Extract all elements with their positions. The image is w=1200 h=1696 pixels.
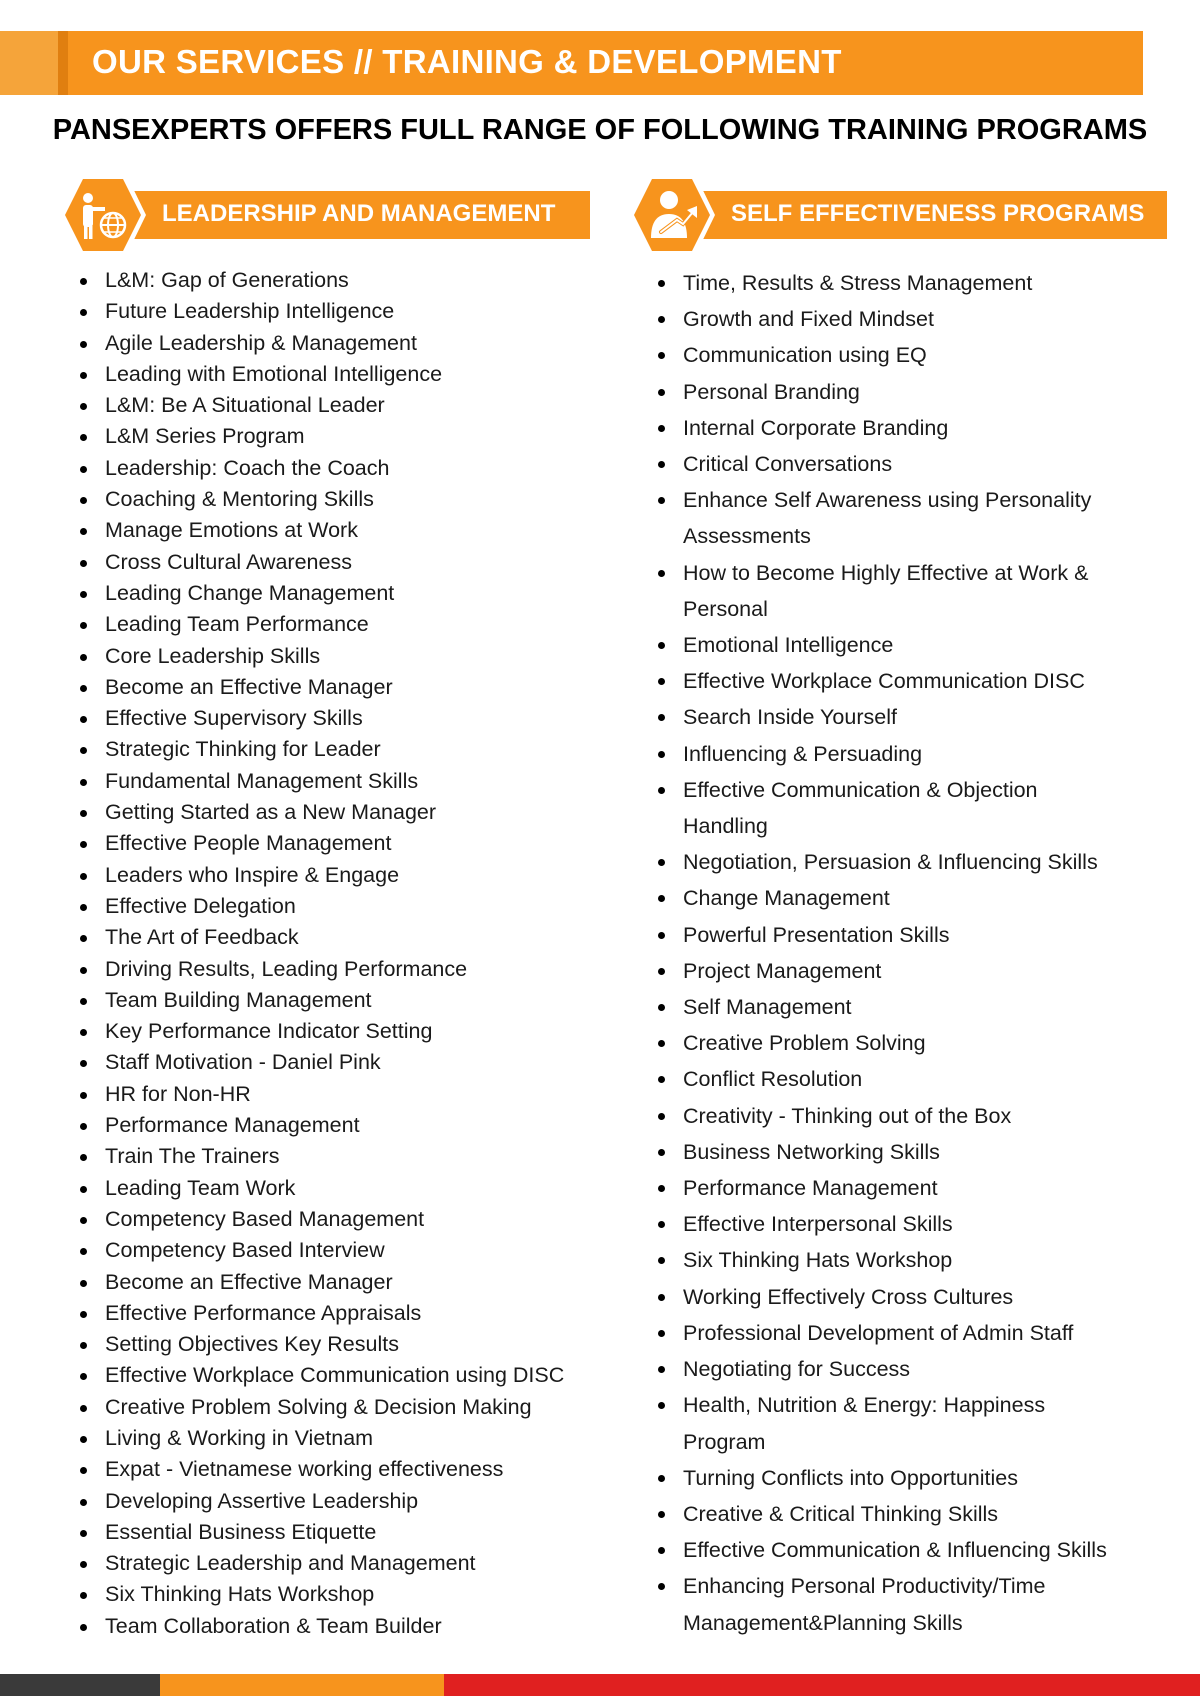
list-item: Leaders who Inspire & Engage [78,860,564,891]
list-item: Internal Corporate Branding [656,410,1126,446]
list-item: Become an Effective Manager [78,672,564,703]
list-item: Effective Communication & Influencing Skills [656,1532,1126,1568]
list-item: Effective Communication & Objection Handling [656,772,1126,844]
list-item: Creativity - Thinking out of the Box [656,1098,1126,1134]
person-growth-arrow-icon [627,170,717,260]
list-item: Train The Trainers [78,1141,564,1172]
list-item: Emotional Intelligence [656,627,1126,663]
list-item: Core Leadership Skills [78,641,564,672]
list-item: Turning Conflicts into Opportunities [656,1460,1126,1496]
list-item: Enhancing Personal Productivity/Time Management&Planning Skills [656,1568,1126,1640]
list-item: Search Inside Yourself [656,699,1126,735]
list-item: Six Thinking Hats Workshop [656,1242,1126,1278]
list-item: Expat - Vietnamese working effectiveness [78,1454,564,1485]
footer-segment-dark [0,1674,160,1696]
list-item: Critical Conversations [656,446,1126,482]
footer-stripe [0,1674,1200,1696]
list-item: Influencing & Persuading [656,736,1126,772]
list-item: Key Performance Indicator Setting [78,1016,564,1047]
list-item: Performance Management [656,1170,1126,1206]
list-item: L&M: Be A Situational Leader [78,390,564,421]
list-item: Manage Emotions at Work [78,515,564,546]
list-item: Strategic Leadership and Management [78,1548,564,1579]
list-item: Effective Workplace Communication DISC [656,663,1126,699]
list-item: Time, Results & Stress Management [656,265,1126,301]
leadership-column [58,170,598,1638]
list-item: Personal Branding [656,374,1126,410]
list-item: HR for Non-HR [78,1079,564,1110]
list-item: Creative Problem Solving [656,1025,1126,1061]
list-item: Working Effectively Cross Cultures [656,1279,1126,1315]
list-item: Driving Results, Leading Performance [78,954,564,985]
list-item: Competency Based Interview [78,1235,564,1266]
list-item: Effective Workplace Communication using DISC [78,1360,564,1391]
list-item: Change Management [656,880,1126,916]
list-item: Leading Team Performance [78,609,564,640]
list-item: Growth and Fixed Mindset [656,301,1126,337]
list-item: Future Leadership Intelligence [78,296,564,327]
list-item: Leadership: Coach the Coach [78,453,564,484]
list-item: The Art of Feedback [78,922,564,953]
footer-segment-orange [160,1674,444,1696]
list-item: Getting Started as a New Manager [78,797,564,828]
presenter-globe-icon [58,170,148,260]
list-item: Health, Nutrition & Energy: Happiness Program [656,1387,1126,1459]
list-item: How to Become Highly Effective at Work & Personal [656,555,1126,627]
list-item: Living & Working in Vietnam [78,1423,564,1454]
list-item: Creative Problem Solving & Decision Making [78,1392,564,1423]
leadership-heading [58,170,598,260]
list-item: Self Management [656,989,1126,1025]
leadership-list [78,265,564,1642]
list-item: Effective Performance Appraisals [78,1298,564,1329]
list-item: Team Building Management [78,985,564,1016]
list-item: Communication using EQ [656,337,1126,373]
list-item: Coaching & Mentoring Skills [78,484,564,515]
header-banner [0,31,1143,95]
footer-segment-red [444,1674,1200,1696]
list-item: Become an Effective Manager [78,1267,564,1298]
banner-fold [58,31,68,95]
list-item: Six Thinking Hats Workshop [78,1579,564,1610]
list-item: Leading with Emotional Intelligence [78,359,564,390]
list-item: Enhance Self Awareness using Personality Assessments [656,482,1126,554]
list-item: Leading Change Management [78,578,564,609]
list-item: L&M Series Program [78,421,564,452]
list-item: Setting Objectives Key Results [78,1329,564,1360]
list-item: Project Management [656,953,1126,989]
list-item: Conflict Resolution [656,1061,1126,1097]
list-item: Effective People Management [78,828,564,859]
list-item: Effective Delegation [78,891,564,922]
leadership-heading-label: LEADERSHIP AND MANAGEMENT [162,200,556,227]
list-item: Creative & Critical Thinking Skills [656,1496,1126,1532]
list-item: Cross Cultural Awareness [78,547,564,578]
list-item: Performance Management [78,1110,564,1141]
list-item: Team Collaboration & Team Builder [78,1611,564,1642]
page-subtitle: PANSEXPERTS OFFERS FULL RANGE OF FOLLOWING TRAINING PROGRAMS [52,114,1148,146]
list-item: Competency Based Management [78,1204,564,1235]
list-item: Negotiating for Success [656,1351,1126,1387]
list-item: Developing Assertive Leadership [78,1486,564,1517]
list-item: Agile Leadership & Management [78,328,564,359]
list-item: Staff Motivation - Daniel Pink [78,1047,564,1078]
list-item: Leading Team Work [78,1173,564,1204]
list-item: Strategic Thinking for Leader [78,734,564,765]
list-item: Effective Supervisory Skills [78,703,564,734]
list-item: Business Networking Skills [656,1134,1126,1170]
list-item: L&M: Gap of Generations [78,265,564,296]
self-effectiveness-column [627,170,1187,1635]
banner-title: OUR SERVICES // TRAINING & DEVELOPMENT [92,43,842,80]
self-effectiveness-heading [627,170,1187,260]
list-item: Fundamental Management Skills [78,766,564,797]
list-item: Essential Business Etiquette [78,1517,564,1548]
list-item: Negotiation, Persuasion & Influencing Skills [656,844,1126,880]
list-item: Effective Interpersonal Skills [656,1206,1126,1242]
self-effectiveness-list [656,265,1126,1641]
banner-tab [0,31,58,95]
list-item: Powerful Presentation Skills [656,917,1126,953]
self-effectiveness-heading-label: SELF EFFECTIVENESS PROGRAMS [731,200,1145,227]
list-item: Professional Development of Admin Staff [656,1315,1126,1351]
